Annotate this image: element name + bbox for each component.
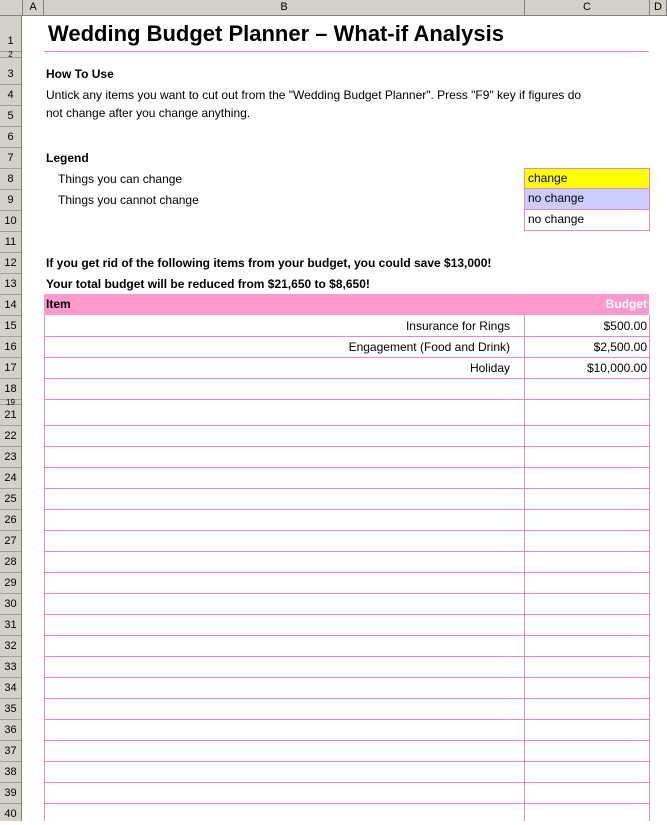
table-row-line [44,467,650,468]
row-header[interactable]: 27 [0,531,21,552]
table-row-line [44,635,650,636]
table-cell-item[interactable]: Holiday [469,361,510,375]
table-row-line [44,446,650,447]
table-cell-budget[interactable]: $2,500.00 [593,340,647,354]
row-header[interactable]: 18 [0,379,21,400]
table-row-line [44,336,650,337]
worksheet[interactable] [23,16,667,821]
table-cell-item[interactable]: Engagement (Food and Drink) [348,340,510,354]
row-header[interactable]: 25 [0,489,21,510]
row-header[interactable]: 11 [0,232,21,253]
legend-no-change-box-blue[interactable]: no change [524,189,650,210]
row-header[interactable]: 39 [0,783,21,804]
how-to-use-text-line2: not change after you change anything. [46,106,251,120]
row-header[interactable]: 40 [4,808,17,820]
budget-reduction-line: Your total budget will be reduced from $21,650 to $8,650! [46,277,370,291]
how-to-use-heading: How To Use [46,67,114,81]
table-row-line [44,509,650,510]
table-row-line [44,378,650,379]
row-header[interactable]: 3 [0,64,21,85]
row-header[interactable]: 12 [0,253,21,274]
row-header[interactable]: 13 [0,274,21,295]
row-header[interactable]: 37 [0,741,21,762]
row-header[interactable]: 34 [0,678,21,699]
row-header[interactable]: 16 [0,337,21,358]
table-row-line [44,530,650,531]
legend-can-change-label: Things you can change [58,172,183,186]
column-header-c[interactable]: C [525,0,650,15]
budget-column-header: Budget [605,297,647,311]
row-header[interactable]: 21 [0,405,21,426]
row-header[interactable]: 23 [0,447,21,468]
column-header-b[interactable]: B [44,0,525,15]
row-header[interactable]: 19 [0,400,21,405]
column-header-d[interactable]: D [650,0,667,15]
row-header[interactable]: 9 [0,190,21,211]
title-underline [44,51,649,52]
table-left-border [44,315,45,821]
table-row-line [44,761,650,762]
row-header[interactable]: 17 [0,358,21,379]
row-header[interactable]: 7 [0,148,21,169]
table-row-line [44,782,650,783]
row-header[interactable]: 15 [0,316,21,337]
row-header[interactable]: 31 [0,615,21,636]
row-header[interactable]: 5 [0,106,21,127]
table-row-line [44,740,650,741]
legend-no-change-box-white[interactable]: no change [524,210,650,231]
row-header[interactable]: 2 [0,52,21,58]
select-all-corner[interactable] [0,0,23,15]
row-header[interactable]: 28 [0,552,21,573]
table-row-line [44,677,650,678]
legend-heading: Legend [46,151,89,165]
row-header[interactable]: 10 [0,211,21,232]
table-row-line [44,719,650,720]
row-header[interactable]: 36 [0,720,21,741]
table-right-border [649,315,650,821]
table-row-line [44,614,650,615]
row-header[interactable]: 35 [0,699,21,720]
table-header-row [44,294,649,315]
table-cell-budget[interactable]: $10,000.00 [586,361,647,375]
savings-summary-line: If you get rid of the following items from your budget, you could save $13,000! [46,256,492,270]
table-cell-item[interactable]: Insurance for Rings [405,319,510,333]
column-header-a[interactable]: A [23,0,44,15]
table-row-line [44,425,650,426]
table-row-line [44,656,650,657]
table-row-line [44,593,650,594]
page-title: Wedding Budget Planner – What-if Analysis [48,21,504,46]
row-header[interactable]: 8 [0,169,21,190]
table-column-divider [524,315,525,821]
how-to-use-text-line1: Untick any items you want to cut out from the "Wedding Budget Planner". Press "F9" key if figures do [46,88,582,102]
table-cell-budget[interactable]: $500.00 [603,319,647,333]
row-header[interactable]: 1 [0,16,21,52]
row-header-bar [0,16,22,821]
row-header[interactable]: 22 [0,426,21,447]
legend-change-box[interactable]: change [524,168,650,189]
row-header[interactable]: 26 [0,510,21,531]
table-row-line [44,698,650,699]
table-row-line [44,357,650,358]
table-row-line [44,488,650,489]
row-header[interactable]: 38 [0,762,21,783]
table-row-line [44,399,650,400]
legend-cannot-change-label: Things you cannot change [58,193,199,207]
row-header[interactable]: 4 [0,85,21,106]
item-column-header: Item [46,297,71,311]
table-row-line [44,551,650,552]
row-header[interactable]: 30 [0,594,21,615]
row-header[interactable]: 6 [0,127,21,148]
column-header-bar [0,0,667,16]
row-header[interactable]: 14 [0,295,21,316]
table-row-line [44,572,650,573]
row-header[interactable]: 29 [0,573,21,594]
row-header[interactable]: 32 [0,636,21,657]
row-header[interactable]: 33 [0,657,21,678]
row-header[interactable]: 24 [0,468,21,489]
table-row-line [44,803,650,804]
